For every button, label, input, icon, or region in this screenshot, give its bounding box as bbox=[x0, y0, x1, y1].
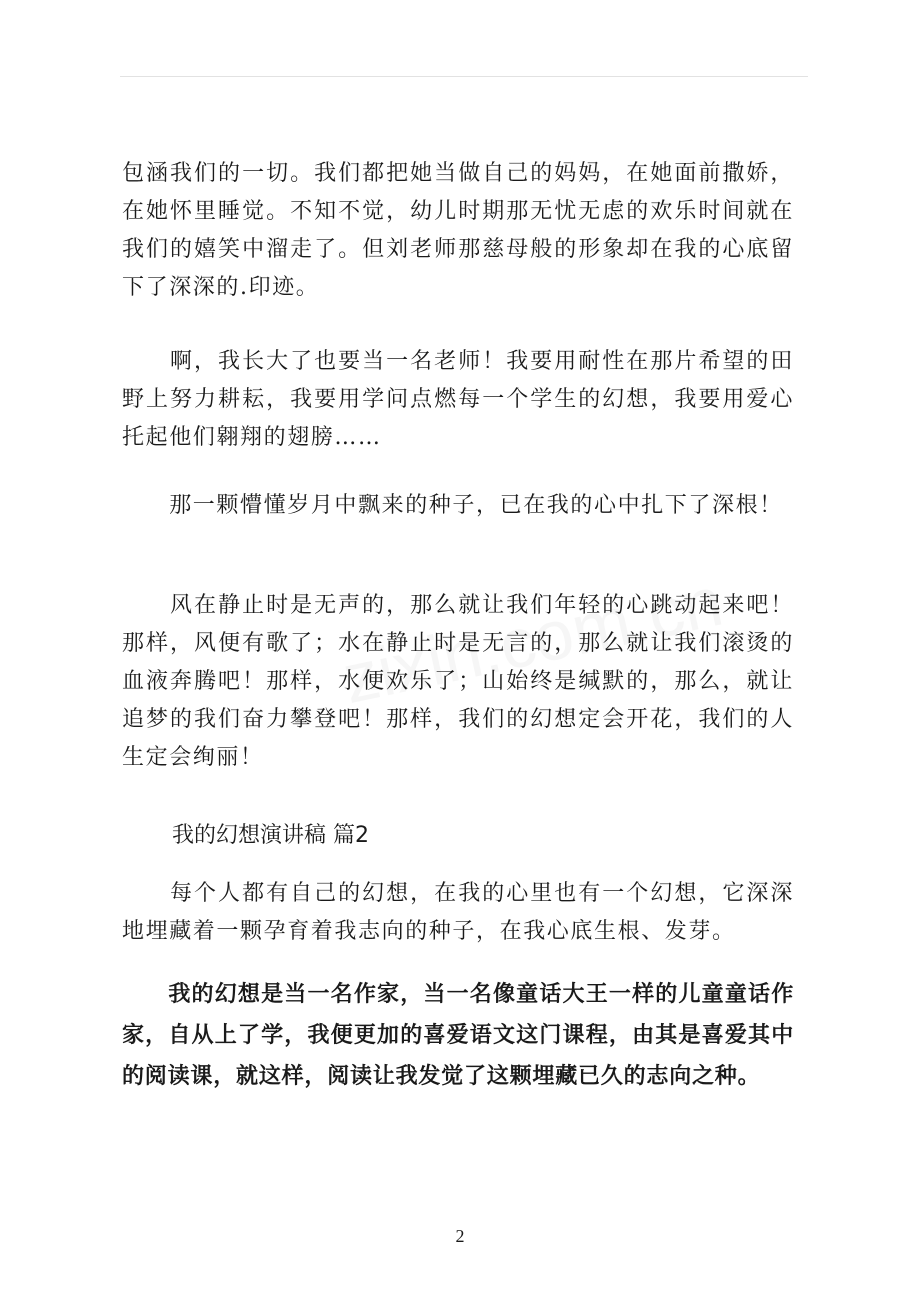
paragraph-teacher-dream: 啊，我长大了也要当一名老师！我要用耐性在那片希望的田野上努力耕耘，我要用学问点燃每一个学生的幻想，我要用爱心托起他们翱翔的翅膀…… bbox=[122, 349, 794, 450]
paragraph-writer-dream: 我的幻想是当一名作家，当一名像童话大王一样的儿童童话作家，自从上了学，我便更加的喜爱语文这门课程，由其是喜爱其中的阅读课，就这样，阅读让我发觉了这颗埋藏已久的志向之种。 bbox=[122, 982, 794, 1089]
page-number: 2 bbox=[455, 1226, 465, 1246]
section-heading: 我的幻想演讲稿 篇2 bbox=[172, 823, 369, 848]
paragraph-wind-water-mountain: 风在静止时是无声的，那么就让我们年轻的心跳动起来吧！那样，风便有歌了；水在静止时是无言的，那么就让我们滚烫的血液奔腾吧！那样，水便欢乐了；山始终是缄默的，那么，就让追梦的我们奋力攀登吧！那样，我们的幻想定会开花，我们的人生定会绚丽！ bbox=[122, 593, 794, 770]
paragraph-everyone-dream: 每个人都有自己的幻想，在我的心里也有一个幻想，它深深地埋藏着一颗孕育着我志向的种子，在我心底生根、发芽。 bbox=[122, 881, 794, 944]
paragraph-childhood: 包涵我们的一切。我们都把她当做自己的妈妈，在她面前撒娇，在她怀里睡觉。不知不觉，幼儿时期那无忧无虑的欢乐时间就在我们的嬉笑中溜走了。但刘老师那慈母般的形象却在我的心底留下了深深的.印迹。 bbox=[122, 161, 794, 300]
header-rule bbox=[120, 76, 808, 77]
paragraph-seed: 那一颗懵懂岁月中飘来的种子，已在我的心中扎下了深根！ bbox=[122, 493, 783, 518]
